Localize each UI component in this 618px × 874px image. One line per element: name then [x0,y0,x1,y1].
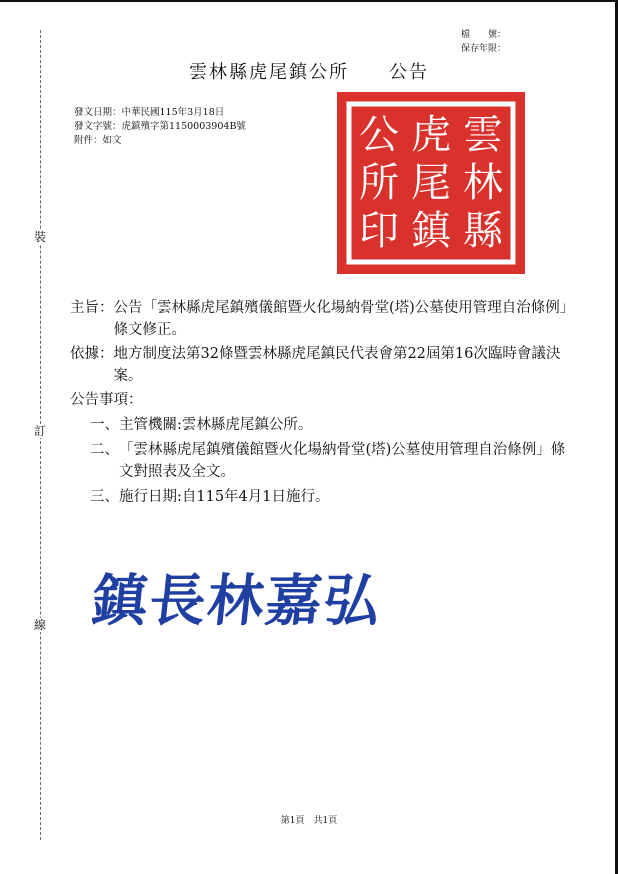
seal-char-2: 林 [463,160,503,206]
notice-item-number: 一、 [90,417,119,433]
seal-char-5: 尾 [411,160,451,206]
archive-meta [461,28,506,56]
issue-info [74,106,246,148]
basis-paragraph [70,343,570,387]
seal-char-8: 所 [359,160,399,206]
signature-text: 鎮長林嘉弘 [92,568,386,634]
page-title: 雲林縣虎尾鎮公所 公告 [189,62,429,83]
basis-label: 依據： [70,346,114,362]
binding-char-zhuang: 裝 [34,230,47,244]
binding-char-ding: 訂 [34,424,47,438]
notice-item-text: 施行日期:自115年4月1日施行。 [119,489,330,505]
page-footer: 第1頁 共1頁 [280,816,338,826]
seal-char-6: 鎮 [411,208,451,254]
subject-text: 公告「雲林縣虎尾鎮殯儀館暨火化場納骨堂(塔)公墓使用管理自治條例」條文修正。 [113,300,568,338]
notice-item-number: 二、 [90,442,119,458]
issue-ref: 發文字號：虎鎮殯字第1150003904B號 [74,121,246,132]
subject-label: 主旨： [70,300,114,316]
basis-text: 地方制度法第32條暨雲林縣虎尾鎮民代表會第22屆第16次臨時會議決案。 [113,346,561,384]
notice-item-text: 主管機關:雲林縣虎尾鎮公所。 [119,417,313,433]
notice-item [90,414,570,436]
seal-char-1: 雲 [463,112,503,158]
seal-char-4: 虎 [411,112,451,158]
notice-item-text: 「雲林縣虎尾鎮殯儀館暨火化場納骨堂(塔)公墓使用管理自治條例」條文對照表及全文。 [119,442,566,480]
official-seal [337,92,525,274]
retention-label: 保存年限： [460,44,506,54]
archive-no-label: 檔 號： [460,30,506,40]
notice-items [90,414,570,508]
notice-item [90,439,570,483]
notice-heading: 公告事項： [70,392,143,408]
notice-item-number: 三、 [90,489,119,505]
notice-body [70,297,570,508]
issue-attachment: 附件：如文 [74,135,122,146]
scan-edge-top [0,0,618,2]
seal-char-9: 印 [359,208,399,254]
seal-char-3: 縣 [463,208,503,254]
issue-date: 發文日期：中華民國115年3月18日 [74,107,225,118]
seal-char-7: 公 [359,112,399,158]
mayor-signature-stamp [92,560,402,640]
notice-item [90,486,570,508]
subject-paragraph [70,297,570,341]
binding-char-xian: 線 [34,618,47,632]
